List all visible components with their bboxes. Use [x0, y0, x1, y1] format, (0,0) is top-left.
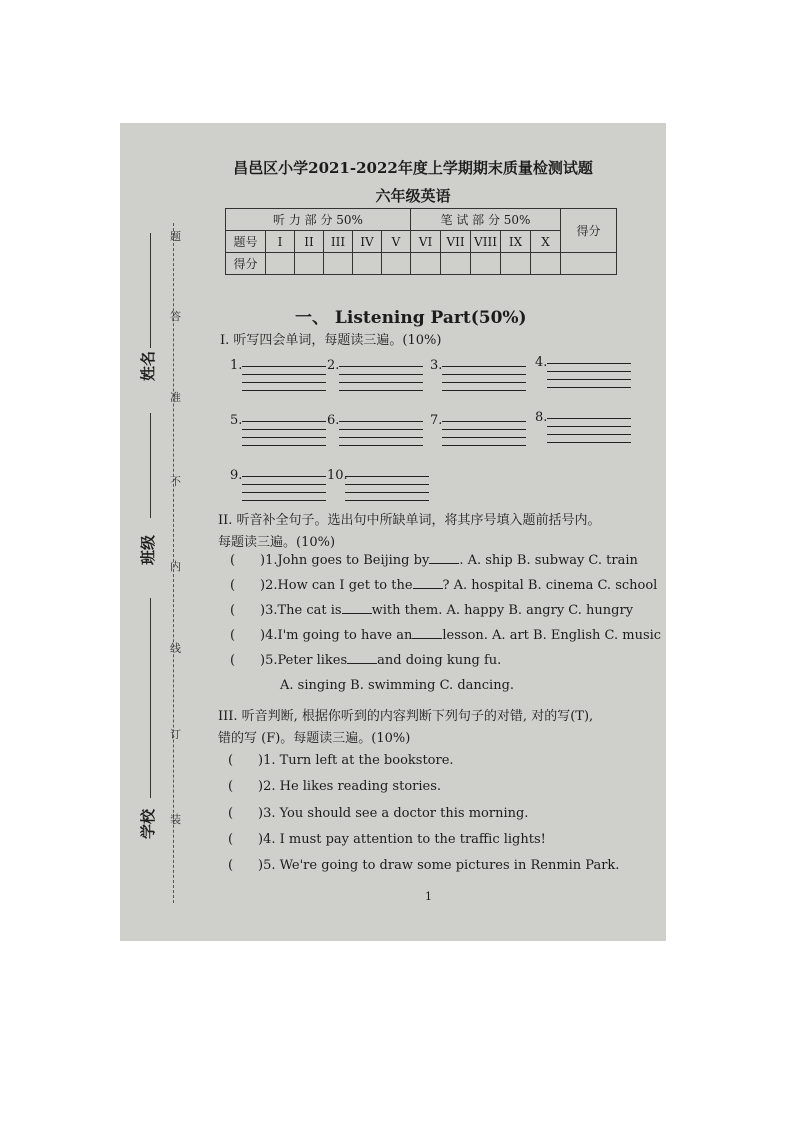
fill-blank[interactable]: [347, 663, 377, 664]
word-number: 7.: [430, 413, 443, 428]
school-fill-line: [150, 598, 151, 798]
writing-line: [547, 379, 631, 380]
scanned-photo: [120, 123, 666, 941]
writing-line: [242, 390, 326, 391]
exam-sheet: [120, 123, 666, 941]
writing-line: [242, 437, 326, 438]
name-label: 姓名: [139, 350, 157, 381]
part2-item: ( )1.John goes to Beijing by . A. ship B. subway C. train: [230, 553, 638, 568]
exam-subtitle: 六年级英语: [375, 187, 451, 205]
listening-header: 听 力 部 分 50%: [226, 209, 411, 231]
writing-line: [339, 374, 423, 375]
writing-line[interactable]: [339, 421, 423, 422]
part2-item5-options: A. singing B. swimming C. dancing.: [280, 678, 515, 693]
part3-item: ( )5. We're going to draw some pictures in Renmin Park.: [228, 858, 620, 873]
word-number: 2.: [327, 358, 340, 373]
writing-line: [547, 434, 631, 435]
score-cell[interactable]: [353, 253, 382, 275]
writing-line: [242, 484, 326, 485]
answer-paren[interactable]: (: [228, 753, 234, 768]
writing-line[interactable]: [339, 366, 423, 367]
part2-item: ( )5.Peter likes and doing kung fu.: [230, 653, 502, 668]
writing-line[interactable]: [547, 418, 631, 419]
class-fill-line: [150, 413, 151, 518]
writing-line: [339, 445, 423, 446]
writing-line: [242, 445, 326, 446]
seal-char: 不: [170, 475, 181, 488]
answer-paren[interactable]: (: [230, 628, 236, 643]
seal-char: 订: [170, 728, 181, 741]
part2-heading-line1: II. 听音补全句子。选出句中所缺单词，将其序号填入题前括号内。: [218, 513, 601, 528]
writing-line: [547, 442, 631, 443]
writing-line: [242, 374, 326, 375]
part3-heading-line2: 错的写 (F)。每题读三遍。(10%): [218, 731, 411, 746]
score-cell[interactable]: [266, 253, 295, 275]
word-number: 9.: [230, 468, 243, 483]
writing-line: [339, 390, 423, 391]
writing-line[interactable]: [242, 421, 326, 422]
row-label-items: 题号: [226, 231, 266, 253]
part3-item: ( )2. He likes reading stories.: [228, 779, 442, 794]
part3-heading-line1: III. 听音判断, 根据你听到的内容判断下列句子的对错, 对的写(T),: [218, 709, 594, 724]
column-header: II: [295, 231, 324, 253]
writing-line: [547, 426, 631, 427]
page-number: 1: [425, 890, 432, 903]
score-cell[interactable]: [531, 253, 561, 275]
seal-char: 答: [170, 310, 181, 323]
writing-line: [547, 387, 631, 388]
seal-char: 题: [170, 230, 181, 243]
score-cell[interactable]: [471, 253, 501, 275]
section-title: 一、 Listening Part(50%): [295, 308, 527, 328]
score-cell[interactable]: [324, 253, 353, 275]
column-header: VII: [441, 231, 471, 253]
word-number: 3.: [430, 358, 443, 373]
score-cell[interactable]: [411, 253, 441, 275]
writing-line: [339, 437, 423, 438]
part2-item: ( )3.The cat is with them. A. happy B. angry C. hungry: [230, 603, 634, 618]
writing-header: 笔 试 部 分 50%: [411, 209, 561, 231]
total-score-cell[interactable]: [561, 253, 617, 275]
part2-heading-line2: 每题读三遍。(10%): [218, 535, 336, 550]
column-header: X: [531, 231, 561, 253]
score-cell[interactable]: [501, 253, 531, 275]
writing-line: [345, 500, 429, 501]
score-cell[interactable]: [382, 253, 411, 275]
score-table: [225, 208, 617, 275]
part2-item: ( )2.How can I get to the ? A. hospital B. cinema C. school: [230, 578, 658, 593]
answer-paren[interactable]: (: [228, 832, 234, 847]
writing-line: [339, 382, 423, 383]
writing-line: [442, 374, 526, 375]
score-cell[interactable]: [295, 253, 324, 275]
seal-char: 内: [170, 560, 181, 573]
answer-paren[interactable]: (: [230, 553, 236, 568]
seal-char: 装: [170, 813, 181, 826]
word-number: 1.: [230, 358, 243, 373]
column-header: IX: [501, 231, 531, 253]
part3-item: ( )1. Turn left at the bookstore.: [228, 753, 454, 768]
score-cell[interactable]: [441, 253, 471, 275]
answer-paren[interactable]: (: [228, 858, 234, 873]
word-number: 6.: [327, 413, 340, 428]
writing-line: [345, 492, 429, 493]
column-header: VIII: [471, 231, 501, 253]
answer-paren[interactable]: (: [230, 603, 236, 618]
writing-line[interactable]: [242, 366, 326, 367]
writing-line[interactable]: [345, 476, 429, 477]
seal-char: 准: [170, 391, 181, 404]
total-score-header: 得分: [561, 209, 617, 253]
column-header: III: [324, 231, 353, 253]
fill-blank[interactable]: [413, 588, 443, 589]
writing-line: [242, 500, 326, 501]
part3-item: ( )3. You should see a doctor this morning.: [228, 806, 529, 821]
seal-char: 线: [170, 642, 181, 655]
writing-line[interactable]: [442, 366, 526, 367]
writing-line[interactable]: [442, 421, 526, 422]
word-number: 4.: [535, 355, 548, 370]
answer-paren[interactable]: (: [230, 653, 236, 668]
writing-line: [442, 390, 526, 391]
writing-line: [242, 382, 326, 383]
row-label-score: 得分: [226, 253, 266, 275]
part2-item: ( )4.I'm going to have an lesson. A. art B. English C. music: [230, 628, 662, 643]
writing-line[interactable]: [242, 476, 326, 477]
column-header: V: [382, 231, 411, 253]
answer-paren[interactable]: (: [228, 779, 234, 794]
exam-title: 昌邑区小学2021-2022年度上学期期末质量检测试题: [233, 159, 593, 177]
writing-line: [547, 371, 631, 372]
writing-line[interactable]: [547, 363, 631, 364]
fill-blank[interactable]: [429, 563, 459, 564]
name-fill-line: [150, 233, 151, 348]
answer-paren[interactable]: (: [230, 578, 236, 593]
writing-line: [442, 382, 526, 383]
column-header: VI: [411, 231, 441, 253]
column-header: I: [266, 231, 295, 253]
part1-heading: Ⅰ. 听写四会单词，每题读三遍。(10%): [220, 333, 442, 348]
word-number: 8.: [535, 410, 548, 425]
fill-blank[interactable]: [342, 613, 372, 614]
fill-blank[interactable]: [412, 638, 442, 639]
class-label: 班级: [139, 534, 157, 565]
answer-paren[interactable]: (: [228, 806, 234, 821]
writing-line: [339, 429, 423, 430]
writing-line: [242, 492, 326, 493]
writing-line: [345, 484, 429, 485]
word-number: 5.: [230, 413, 243, 428]
word-number: 10.: [327, 468, 348, 483]
school-label: 学校: [139, 808, 157, 839]
writing-line: [442, 445, 526, 446]
column-header: IV: [353, 231, 382, 253]
part3-item: ( )4. I must pay attention to the traffic lights!: [228, 832, 546, 847]
writing-line: [242, 429, 326, 430]
writing-line: [442, 429, 526, 430]
writing-line: [442, 437, 526, 438]
